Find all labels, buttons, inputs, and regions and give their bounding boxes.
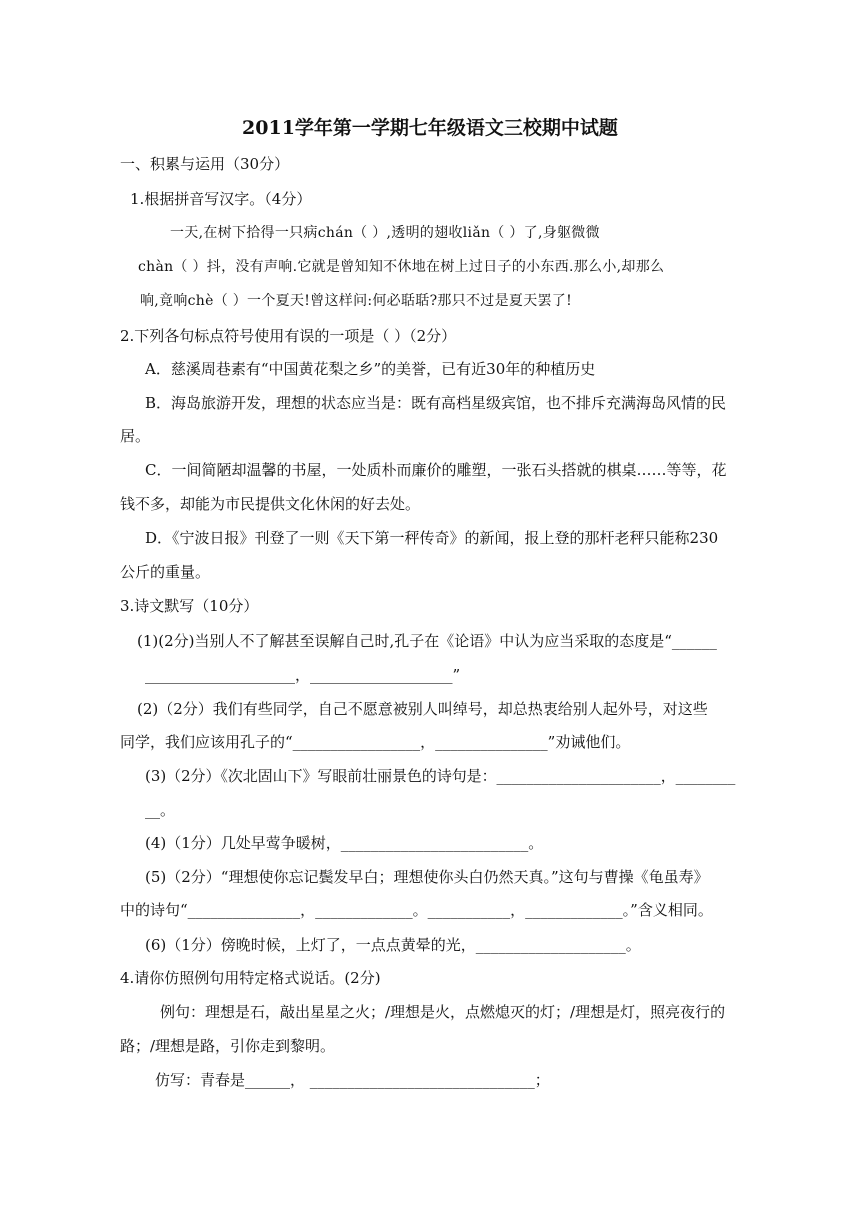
q3-item-5-cont: 中的诗句“_______________，_____________。___________，_____________。”含义相同。 xyxy=(120,901,713,919)
q3-item-3: (3)（2分）《次北固山下》写眼前壮丽景色的诗句是：______________________，________ xyxy=(145,767,736,785)
q3-item-5: (5)（2分）“理想使你忘记鬓发早白；理想使你头白仍然天真。”这句与曹操《龟虽寿》 xyxy=(145,868,709,886)
q1-line-2: chàn（ ）抖，没有声响.它就是曾知知不休地在树上过日子的小东西.那么小,却那么 xyxy=(138,259,665,275)
q4-imitation: 仿写：青春是______， ______________________________； xyxy=(155,1071,550,1089)
exam-title: 2011学年第一学期七年级语文三校期中试题 xyxy=(242,117,618,139)
q3-item-2: (2)（2分）我们有些同学，自己不愿意被别人叫绰号，却总热衷给别人起外号，对这些 xyxy=(137,700,708,718)
q3-item-1: (1)(2分)当别人不了解甚至误解自己时,孔子在《论语》中认为应当采取的态度是“______ xyxy=(137,632,717,650)
q1-line-1: 一天,在树下拾得一只病chán（ ）,透明的翅收liǎn（ ）了,身躯微微 xyxy=(170,225,600,241)
q3-item-3-cont: __。 xyxy=(145,801,176,819)
question-3-heading: 3.诗文默写（10分） xyxy=(120,597,259,615)
q4-example: 例句：理想是石，敲出星星之火；/理想是火，点燃熄灭的灯；/理想是灯，照亮夜行的 xyxy=(160,1003,726,1021)
q3-item-2-cont: 同学，我们应该用孔子的“_________________，_______________”劝诫他们。 xyxy=(120,733,631,751)
q2-option-d: D．《宁波日报》刊登了一则《天下第一秤传奇》的新闻，报上登的那杆老秤只能称230 xyxy=(145,529,719,547)
q4-example-cont: 路；/理想是路，引你走到黎明。 xyxy=(120,1037,336,1055)
question-4-heading: 4.请你仿照例句用特定格式说话。(2分) xyxy=(120,969,381,987)
q2-option-b: B．海岛旅游开发，理想的状态应当是：既有高档星级宾馆，也不排斥充满海岛风情的民 xyxy=(145,394,727,412)
q2-option-a: A．慈溪周巷素有“中国黄花梨之乡”的美誉，已有近30年的种植历史 xyxy=(145,360,596,378)
question-1-heading: 1.根据拼音写汉字。（4分） xyxy=(130,190,312,208)
q2-option-c-cont: 钱不多，却能为市民提供文化休闲的好去处。 xyxy=(120,495,421,513)
q2-option-d-cont: 公斤的重量。 xyxy=(120,563,211,581)
q3-item-1-blanks: ____________________，___________________” xyxy=(145,666,461,684)
q2-option-b-cont: 居。 xyxy=(120,427,151,445)
q1-line-3: 响,竟响chè（ ）一个夏天!曾这样问:何必聒聒?那只不过是夏天罢了! xyxy=(140,293,573,309)
q2-option-c: C．一间简陋却温馨的书屋，一处质朴而廉价的雕塑，一张石头搭就的棋桌……等等，花 xyxy=(145,461,727,479)
q3-item-4: (4)（1分）几处早莺争暖树，_________________________。 xyxy=(145,834,544,852)
section-heading: 一、积累与运用（30分） xyxy=(120,155,290,173)
question-2-heading: 2.下列各句标点符号使用有误的一项是（ ）（2分） xyxy=(120,327,457,345)
q3-item-6: (6)（1分）傍晚时候，上灯了，一点点黄晕的光，____________________。 xyxy=(145,936,641,954)
